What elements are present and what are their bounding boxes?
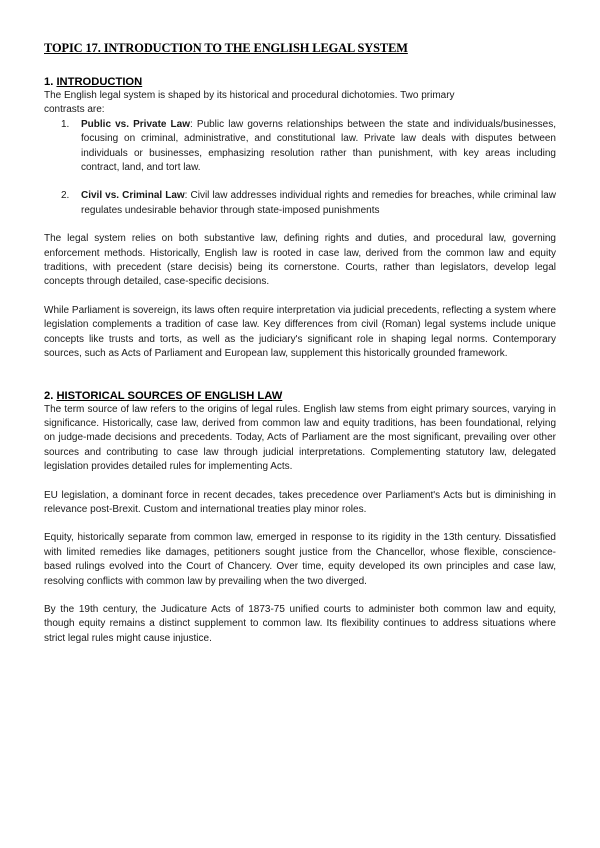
section-number: 2. [44, 389, 54, 402]
section-number: 1. [44, 76, 54, 88]
section-title: HISTORICAL SOURCES OF ENGLISH LAW [56, 389, 283, 402]
body-paragraph: The legal system relies on both substantive law, defining rights and duties, and procedural law, governing enforcement methods. Historically, English law is rooted in case law, derived from the common law and equity traditions, with precedent (stare decisis) being its cornerstone. Courts, rather than legislators, develop legal concepts through detailed, case-specific decisions. [44, 233, 556, 288]
list-text: : Civil law addresses individual rights and remedies for breaches, while criminal law regulates undesirable behavior through state-imposed punishments [81, 190, 557, 216]
list-number: 2. [61, 190, 70, 202]
list-number: 1. [61, 118, 70, 130]
body-paragraph: The term source of law refers to the origins of legal rules. English law stems from eight primary sources, varying in significance. Historically, case law, derived from common law and equity traditions, has been foundational, relying on judge-made decisions and precedents. Today, Acts of Parliament are the most significant, prevailing over other sources and contributing to case law through judicial interpretations. Complementing statutory law, delegated legislation provides detailed rules for implementing Acts. [44, 403, 556, 473]
contrast-list [44, 118, 556, 218]
list-item [44, 189, 556, 218]
list-term: Civil vs. Criminal Law [81, 190, 185, 202]
section-heading [44, 75, 556, 89]
intro-paragraph: The English legal system is shaped by its historical and procedural dichotomies. Two primary contrasts are: [44, 90, 455, 116]
document-title: TOPIC 17. INTRODUCTION TO THE ENGLISH LEGAL SYSTEM [44, 41, 408, 55]
list-item [44, 118, 556, 176]
section-historical-sources [44, 389, 556, 647]
body-paragraph: Equity, historically separate from common law, emerged in response to its rigidity in the 13th century. Dissatisfied with limited remedies like damages, petitioners sought justice from the Chancellor, whose flexible, conscience-based rulings evolved into the Court of Chancery. Over time, equity developed its own principles and case law, resolving conflicts with common law by prevailing when the two diverged. [44, 532, 556, 587]
body-paragraph: While Parliament is sovereign, its laws often require interpretation via judicial precedents, reflecting a system where legislation complements a tradition of case law. Key differences from civil (Roman) legal systems include unique concepts like trusts and torts, as well as the judiciary's significant role in shaping legal norms. Contemporary sources, such as Acts of Parliament and European law, supplement this historically grounded framework. [44, 304, 556, 360]
body-paragraph: EU legislation, a dominant force in recent decades, takes precedence over Parliament's Acts but is diminishing in relevance post-Brexit. Custom and international treaties play minor roles. [44, 489, 556, 515]
body-paragraph: By the 19th century, the Judicature Acts of 1873-75 unified courts to administer both common law and equity, though equity remains a distinct supplement to common law. Its flexibility continues to address situations where strict legal rules might cause injustice. [44, 603, 556, 644]
section-introduction [44, 75, 556, 362]
section-heading [44, 389, 556, 403]
section-title: INTRODUCTION [56, 76, 143, 88]
list-term: Public vs. Private Law [81, 118, 191, 130]
list-text: : Public law governs relationships between the state and individuals/businesses, focusing on criminal, administrative, and constitutional law. Private law deals with disputes between individuals or businesses, emphasizing resolution rather than punishment, with key areas including contract, land, and tort law. [81, 118, 556, 174]
document-page [44, 40, 556, 646]
